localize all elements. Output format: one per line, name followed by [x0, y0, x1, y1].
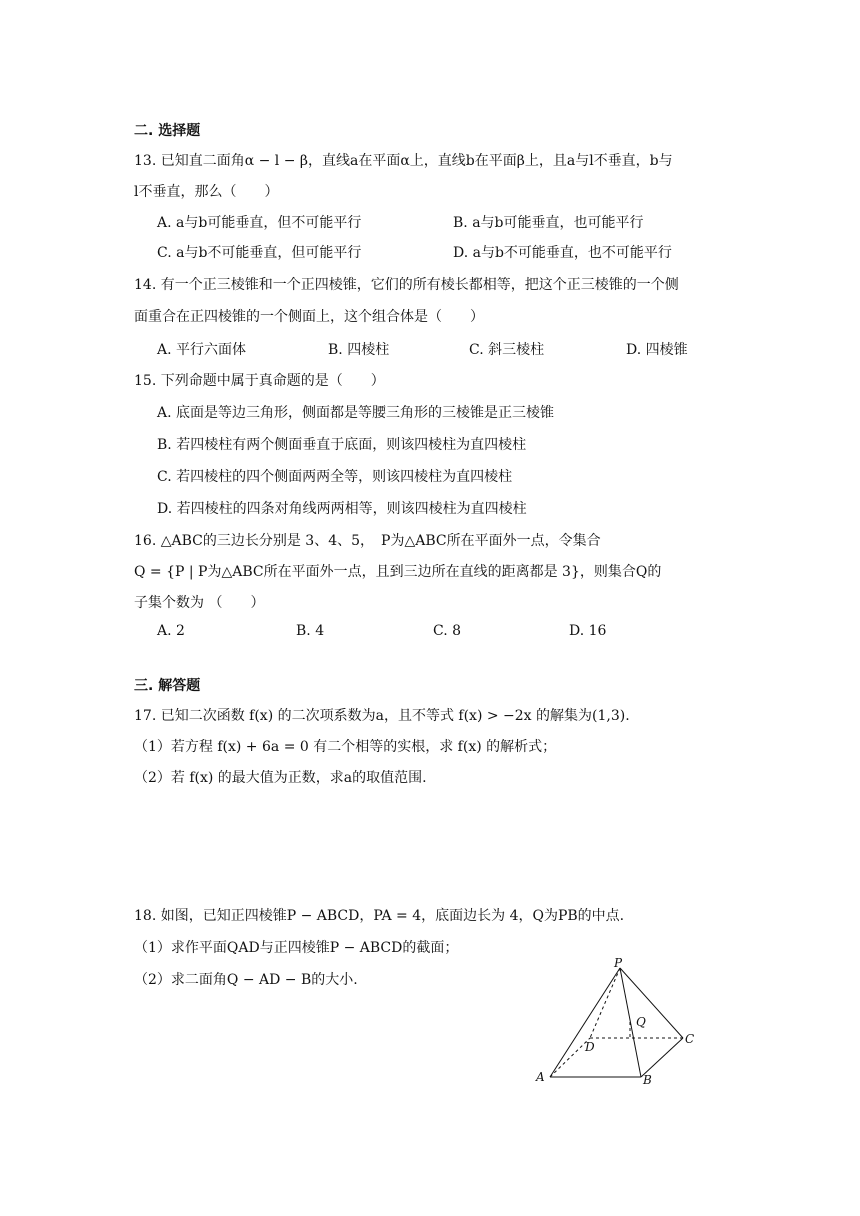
question-15-option-d: D. 若四棱柱的四条对角线两两相等，则该四棱柱为直四棱柱	[157, 501, 527, 517]
question-16-option-c: C. 8	[433, 623, 462, 639]
question-14-option-b: B. 四棱柱	[328, 342, 390, 358]
edge-pa	[550, 968, 620, 1077]
question-15-option-c: C. 若四棱柱的四个侧面两两全等，则该四棱柱为直四棱柱	[157, 469, 513, 485]
question-16-text-cont2: 子集个数为 （ ）	[134, 595, 265, 611]
question-15-text: 15. 下列命题中属于真命题的是（ ）	[134, 373, 385, 389]
question-17-part-1: （1）若方程 f(x) + 6a = 0 有二个相等的实根，求 f(x) 的解析式；	[134, 739, 557, 755]
question-13-text-cont: l不垂直，那么（ ）	[134, 184, 279, 200]
question-13-option-d: D. a与b不可能垂直，也不可能平行	[453, 245, 672, 261]
question-18-part-2: （2）求二面角Q − AD − B的大小.	[134, 972, 358, 988]
question-18-text: 18. 如图，已知正四棱锥P − ABCD，PA = 4，底面边长为 4，Q为PB的中点.	[134, 908, 625, 924]
question-15-option-b: B. 若四棱柱有两个侧面垂直于底面，则该四棱柱为直四棱柱	[157, 437, 527, 453]
question-16-option-d: D. 16	[569, 623, 607, 639]
question-17-part-2: （2）若 f(x) 的最大值为正数，求a的取值范围.	[134, 770, 427, 786]
question-13-option-b: B. a与b可能垂直，也可能平行	[453, 215, 644, 231]
question-13-text: 13. 已知直二面角α − l − β，直线a在平面α上，直线b在平面β上，且a与l不垂直，b与	[134, 153, 673, 169]
label-b: B	[643, 1073, 652, 1087]
question-18-part-1: （1）求作平面QAD与正四棱锥P − ABCD的截面；	[134, 940, 459, 956]
label-c: C	[685, 1032, 695, 1046]
edge-bc	[641, 1038, 683, 1077]
question-13-option-c: C. a与b不可能垂直，但可能平行	[157, 245, 362, 261]
question-14-text-cont: 面重合在正四棱锥的一个侧面上，这个组合体是（ ）	[134, 309, 484, 325]
edge-pc	[620, 968, 683, 1038]
question-13-option-a: A. a与b可能垂直，但不可能平行	[157, 215, 362, 231]
question-15-option-a: A. 底面是等边三角形，侧面都是等腰三角形的三棱锥是正三棱锥	[157, 405, 555, 421]
section-heading-answer: 三. 解答题	[134, 678, 201, 694]
label-a: A	[536, 1070, 545, 1084]
question-17-text: 17. 已知二次函数 f(x) 的二次项系数为a，且不等式 f(x) > −2x 的解集为(1,3).	[134, 708, 630, 724]
question-14-option-d: D. 四棱锥	[626, 342, 688, 358]
question-16-option-b: B. 4	[296, 623, 325, 639]
pyramid-figure	[528, 956, 708, 1088]
edge-ad	[550, 1038, 590, 1077]
label-d: D	[585, 1040, 595, 1054]
edge-pd	[590, 968, 620, 1038]
question-16-text-cont: Q = {P | P为△ABC所在平面外一点，且到三边所在直线的距离都是 3}，则集合Q的	[134, 564, 662, 580]
section-heading-choice: 二. 选择题	[134, 123, 201, 139]
question-16-text: 16. △ABC的三边长分别是 3、4、5， P为△ABC所在平面外一点，令集合	[134, 533, 601, 549]
question-14-option-a: A. 平行六面体	[157, 342, 247, 358]
label-q: Q	[636, 1015, 646, 1029]
question-16-option-a: A. 2	[157, 623, 185, 639]
question-14-text: 14. 有一个正三棱锥和一个正四棱锥，它们的所有棱长都相等，把这个正三棱锥的一个侧	[134, 277, 679, 293]
label-p: P	[614, 956, 623, 970]
question-14-option-c: C. 斜三棱柱	[469, 342, 545, 358]
